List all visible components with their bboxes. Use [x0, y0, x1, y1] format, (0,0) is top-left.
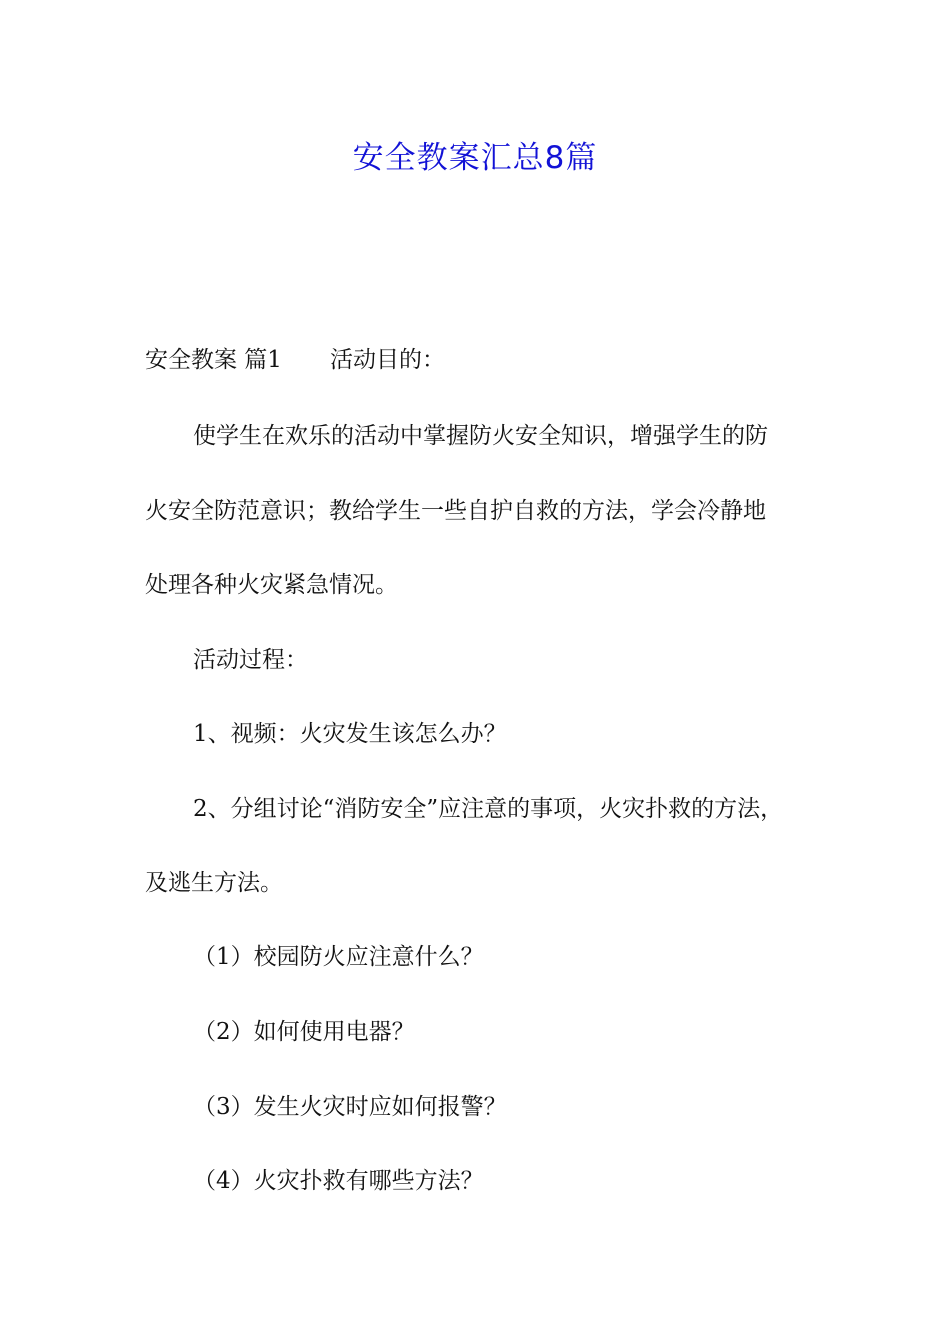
document-title: 安全教案汇总8篇 — [352, 140, 598, 176]
list-item: （4）火灾扑救有哪些方法？ — [193, 1168, 484, 1194]
paragraph-line: 火安全防范意识；教给学生一些自护自救的方法，学会冷静地 — [145, 498, 766, 524]
list-item: 2、分组讨论“消防安全”应注意的事项，火灾扑救的方法， — [193, 796, 784, 822]
section-subheading: 活动目的： — [329, 347, 445, 373]
list-item: （3）发生火灾时应如何报警？ — [193, 1094, 507, 1120]
paragraph-line: 处理各种火灾紧急情况。 — [145, 572, 398, 598]
paragraph-line: 使学生在欢乐的活动中掌握防火安全知识，增强学生的防 — [193, 423, 768, 449]
section-heading: 安全教案 篇1 — [145, 347, 282, 373]
list-item: （1）校园防火应注意什么？ — [193, 944, 484, 970]
paragraph-line: 及逃生方法。 — [145, 870, 283, 896]
paragraph-line: 活动过程： — [193, 647, 308, 673]
list-item: 1、视频：火灾发生该怎么办？ — [193, 721, 507, 747]
section-heading-line — [145, 345, 445, 375]
list-item: （2）如何使用电器？ — [193, 1019, 415, 1045]
